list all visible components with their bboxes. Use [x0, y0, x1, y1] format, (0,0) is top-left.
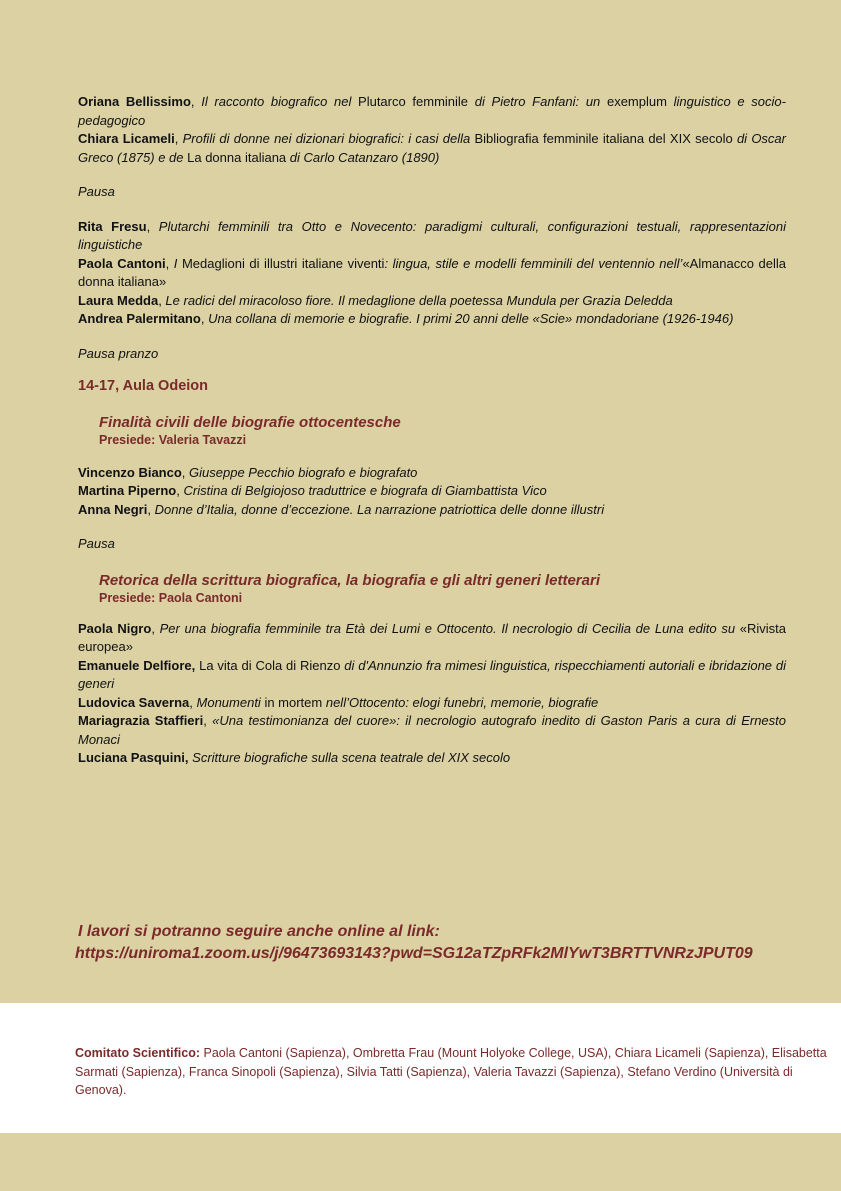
speaker-name: Martina Piperno: [78, 483, 177, 498]
talk-entry: [78, 749, 786, 768]
talk-entry: [78, 501, 786, 520]
talk-title-segment: ,: [158, 292, 166, 308]
talk-title-segment: I: [173, 255, 182, 271]
talk-entry: [78, 310, 786, 329]
afternoon-time-heading: 14-17, Aula Odeion: [78, 378, 208, 394]
session-header-2: [99, 571, 786, 606]
talk-title-segment: Le radici del miracoloso fiore. Il medaglione della poetessa Mundula per Grazia Deledda: [165, 292, 673, 308]
talk-title-segment: «Almanacco della donna italiana»: [78, 255, 786, 289]
program-body: [78, 93, 786, 768]
speaker-name: Laura Medda: [78, 292, 159, 308]
talk-entry: [78, 464, 786, 483]
talk-title-segment: : lingua, stile e modelli femminili del ventennio nell’: [384, 255, 683, 271]
talk-title-segment: Donne d’Italia, donne d’eccezione. La narrazione patriottica delle donne illustri: [154, 501, 605, 517]
speaker-name: Andrea Palermitano: [78, 311, 201, 326]
talk-title-segment: ,: [189, 694, 197, 710]
talk-title-segment: in mortem: [260, 694, 326, 710]
talk-title-segment: ,: [190, 94, 202, 109]
speaker-name: Chiara Licameli: [78, 131, 175, 146]
speaker-name: Paola Nigro: [78, 620, 152, 636]
talk-title-segment: linguistico e socio-pedagogico: [78, 94, 786, 128]
talk-title-segment: Scritture biografiche sulla scena teatrale del XIX secolo: [192, 750, 511, 765]
speaker-name: Luciana Pasquini,: [78, 750, 189, 765]
talk-title-segment: exemplum: [606, 94, 667, 109]
break-label: Pausa: [78, 184, 115, 199]
speaker-name: Anna Negri: [78, 501, 148, 517]
committee-label: Comitato Scientifico:: [75, 1046, 201, 1060]
talk-title-segment: Una collana di memorie e biografie. I primi 20 anni delle «Scie» mondadoriane (1926-1946): [208, 311, 734, 326]
talk-title-segment: ,: [147, 501, 155, 517]
talk-entry: [78, 620, 786, 657]
talk-title-segment: Plutarco femminile: [358, 94, 469, 109]
speaker-name: Emanuele Delfiore,: [78, 657, 196, 673]
talk-title-segment: nell’Ottocento: elogi funebri, memorie, biografie: [325, 694, 599, 710]
talk-title-segment: di Carlo Catanzaro (1890): [286, 149, 440, 165]
session-header-1: [99, 413, 786, 448]
talk-title-segment: Il racconto biografico nel: [201, 94, 359, 109]
talk-title-segment: ,: [181, 464, 190, 480]
break-label: Pausa: [78, 536, 115, 551]
session-title: Retorica della scrittura biografica, la biografia e gli altri generi letterari: [99, 571, 600, 589]
talk-title-segment: Monumenti: [196, 694, 261, 710]
talk-title-segment: di Pietro Fanfani: un: [468, 94, 607, 109]
scientific-committee: [75, 1044, 837, 1100]
talk-entry: [78, 255, 786, 292]
talk-entry: [78, 657, 786, 694]
talk-title-segment: ,: [176, 483, 184, 498]
talk-entry: [78, 130, 786, 167]
talk-list-morning-1: [78, 93, 786, 167]
zoom-link[interactable]: https://uniroma1.zoom.us/j/96473693143?pwd=SG12aTZpRFk2MlYwT3BRTTVNRzJPUT09: [75, 945, 753, 962]
session-chair: Presiede: Valeria Tavazzi: [99, 432, 247, 447]
talk-title-segment: «Rivista europea»: [78, 620, 786, 654]
speaker-name: Oriana Bellissimo: [78, 94, 191, 109]
talk-title-segment: La donna italiana: [187, 149, 287, 165]
talk-title-segment: di Oscar Greco (1875) e de: [78, 131, 786, 165]
lunch-break-label: Pausa pranzo: [78, 345, 159, 361]
talk-title-segment: Bibliografia femminile italiana del XIX secolo: [474, 131, 733, 146]
talk-title-segment: Medaglioni di illustri italiane viventi: [181, 255, 385, 271]
talk-title-segment: ,: [165, 255, 174, 271]
talk-list-session-1: [78, 464, 786, 520]
talk-title-segment: ,: [146, 218, 159, 234]
talk-title-segment: ,: [174, 131, 183, 146]
speaker-name: Rita Fresu: [78, 218, 147, 234]
online-notice-text: I lavori si potranno seguire anche online al link:: [78, 923, 440, 940]
online-notice: [75, 921, 795, 965]
session-title: Finalità civili delle biografie ottocentesche: [99, 413, 401, 431]
talk-title-segment: ,: [203, 713, 213, 728]
committee-members: Paola Cantoni (Sapienza), Ombretta Frau (Mount Holyoke College, USA), Chiara Licameli (Sapienza), Elisabetta Sarmati (Sapienza), Franca Sinopoli (Sapienza), Silvia Tatti (Sapienza), Valeria Tavazzi (Sapienza), Stefano Verdino (Università di Genova).: [75, 1046, 827, 1097]
talk-title-segment: Cristina di Belgiojoso traduttrice e biografa di Giambattista Vico: [183, 483, 547, 498]
session-chair: Presiede: Paola Cantoni: [99, 590, 243, 605]
talk-title-segment: Profili di donne nei dizionari biografici: i casi della: [182, 131, 475, 146]
talk-title-segment: Per una biografia femminile tra Età dei Lumi e Ottocento. Il necrologio di Cecilia de Luna edito su: [159, 620, 740, 636]
talk-entry: [78, 218, 786, 255]
speaker-name: Ludovica Saverna: [78, 694, 190, 710]
talk-entry: [78, 712, 786, 749]
talk-entry: [78, 93, 786, 130]
talk-list-session-2: [78, 620, 786, 768]
talk-entry: [78, 694, 786, 713]
talk-title-segment: La vita di Cola di Rienzo: [195, 657, 341, 673]
talk-list-morning-2: [78, 218, 786, 329]
talk-entry: [78, 482, 786, 501]
talk-title-segment: «Una testimonianza del cuore»: il necrologio autografo inedito di Gaston Paris a cura di Ernesto Monaci: [78, 713, 787, 747]
talk-title-segment: Giuseppe Pecchio biografo e biografato: [189, 464, 418, 480]
talk-title-segment: ,: [151, 620, 160, 636]
speaker-name: Paola Cantoni: [78, 255, 166, 271]
talk-title-segment: ,: [200, 311, 209, 326]
talk-title-segment: Plutarchi femminili tra Otto e Novecento: paradigmi culturali, configurazioni testuali, rappresentazioni linguistiche: [78, 218, 786, 252]
talk-entry: [78, 292, 786, 311]
talk-title-segment: di d'Annunzio fra mimesi linguistica, rispecchiamenti autoriali e ibridazione di generi: [78, 657, 786, 691]
speaker-name: Mariagrazia Staffieri: [78, 713, 204, 728]
speaker-name: Vincenzo Bianco: [78, 464, 182, 480]
